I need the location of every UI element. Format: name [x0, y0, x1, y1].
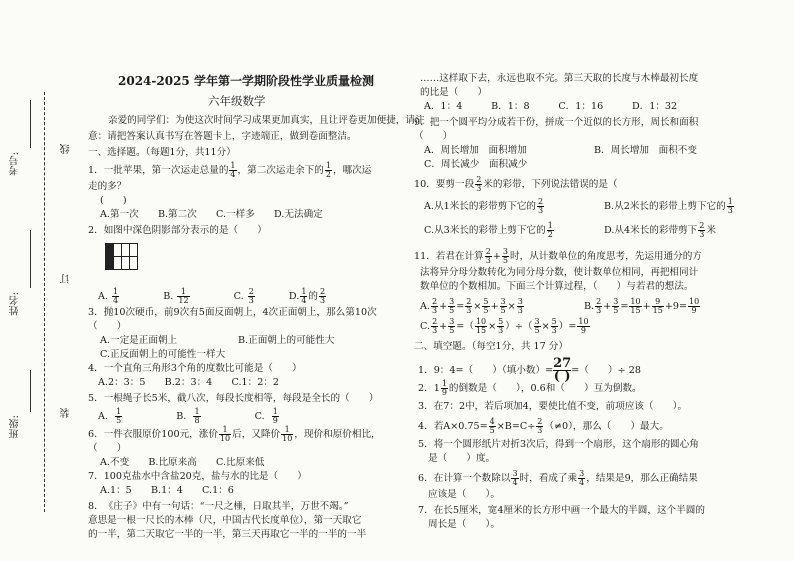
q9-text: 9．把一个圆平均分成若干份，拼成一个近似的长方形，周长和面积 — [414, 117, 699, 128]
q9-option-b: B．周长增加 面积不变 — [594, 145, 697, 156]
q8-text-3: 的一半，第二天取它一半的一半，第三天再取它一半的一半的一半 — [88, 529, 367, 540]
mark-xian: 线 — [61, 144, 72, 154]
q8-text-1: 8． 《庄子》中有一句话：“一尺之棰，日取其半，万世不竭。” — [88, 501, 349, 512]
q10-text: 10．要剪一段 $\frac{2}{3}$ 米的彩带，下列说法错误的是（ — [414, 175, 618, 193]
mark-ding: 订 — [61, 274, 72, 284]
q10-option-d: D.从4米长的彩带剪下 $\frac{2}{3}$ 米 — [604, 221, 716, 239]
q11-option-c: C. $\frac{2}{3}$ + $\frac{3}{5}$ =（ $\frac{10}{15}$ × $\frac{5}{3}$ ）÷（ $\frac{3}{5}$ × $\frac{5}{3}$ ）= $\frac{10}{9}$ — [420, 317, 589, 335]
fraction: $\frac{2}{3}$ — [476, 175, 482, 193]
q3-option-b: B.正面朝上的可能性大 — [238, 335, 335, 346]
q10-option-a: A.从1米长的彩带剪下它的 $\frac{2}{3}$ — [424, 197, 544, 215]
q9-blank: （ ） — [414, 131, 453, 142]
fraction: $\frac{1}{9}$ — [441, 379, 447, 397]
fraction: $\frac{10}{9}$ — [578, 317, 589, 335]
fraction: $\frac{3}{5}$ — [449, 317, 455, 335]
q4-options: A.2：3：5 B.2：3：4 C.1：2：2 — [98, 377, 279, 388]
label-kaohao: 考号: — [10, 152, 21, 176]
fraction: $\frac{10}{15}$ — [475, 317, 487, 335]
fraction: $\frac{3}{5}$ — [613, 297, 619, 315]
fraction: $\frac{2}{3}$ — [320, 287, 326, 305]
q8-text-2: 意思是一根一尺长的木棒（尺，中国古代长度单位），第一天取它 — [88, 515, 362, 526]
f6-text-2: 应该是（ ）。 — [428, 489, 500, 500]
q1-answer-blank: ( ) — [100, 195, 127, 206]
q6-blank: （ ） — [88, 443, 127, 454]
fraction: $\frac{2}{3}$ — [699, 221, 705, 239]
binding-margin — [0, 0, 78, 561]
fraction: $\frac{3}{5}$ — [449, 297, 455, 315]
q11-option-a: A. $\frac{2}{3}$ + $\frac{3}{5}$ = $\frac{2}{3}$ × $\frac{5}{5}$ + $\frac{3}{5}$ × $\frac{3}{3}$ — [420, 297, 523, 315]
q8-options: A．1：4 B．1：8 C．1：16 D．1：32 — [424, 101, 678, 112]
intro-line1: 亲爱的同学们：为使这次时间学习成果更加真实，且让评卷更加便捷，请注 — [108, 115, 425, 126]
q9-option-a: A．周长增加 面积增加 — [424, 145, 527, 156]
q2-shaded-grid-figure — [105, 243, 145, 273]
fraction: $\frac{1}{9}$ — [272, 407, 278, 425]
fraction: $\frac{1}{4}$ — [301, 287, 307, 305]
label-banji: 班级: — [10, 415, 21, 439]
q1-text-2: 走的多？ — [88, 181, 127, 192]
blank-kaohao — [30, 100, 32, 148]
grid-cell — [129, 243, 138, 257]
fraction: $\frac{2}{3}$ — [596, 297, 602, 315]
fraction: $\frac{1}{5}$ — [116, 407, 122, 425]
fraction: $\frac{4}{5}$ — [489, 417, 495, 435]
section-1-title: 一、选择题。（每题1分，共11分） — [88, 147, 236, 158]
q7-options: A.1：5 B.1：4 C.1：6 — [100, 485, 234, 496]
fraction: $\frac{1}{12}$ — [178, 287, 189, 305]
q8-cont-1: ……这样取下去，永远也取不完。第三天取的长度与木棒最初长度 — [420, 73, 699, 84]
fraction: $\frac{3}{4}$ — [579, 469, 585, 487]
q8-cont-2: 的比是（ ） — [420, 87, 488, 98]
fraction: $\frac{2}{3}$ — [431, 297, 438, 315]
fraction: $\frac{3}{5}$ — [500, 297, 506, 315]
f7-text-2: 周长是（ ）。 — [428, 519, 500, 530]
fraction: $\frac{1}{10}$ — [282, 425, 293, 443]
q2-options: A. $\frac{1}{4}$ B. $\frac{1}{12}$ C. $\frac{2}{3}$ D. $\frac{1}{4}$ 的 $\frac{2}{3}$ — [98, 287, 326, 305]
fraction: $\frac{1}{2}$ — [325, 161, 331, 179]
f6-text-1: 6．在计算一个数除以 $\frac{3}{4}$ 时，看成了乘 $\frac{3}{4}$ ，结果是9，那么正确结果 — [418, 469, 698, 487]
blank-banji — [30, 370, 32, 412]
label-xingming: 姓名: — [10, 292, 21, 316]
f1-text: 1．9：4=（ ）（填小数）= 27 ( )=（ ）÷ 28 — [418, 356, 641, 384]
fraction: $\frac{3}{4}$ — [512, 469, 518, 487]
q1-text: 1．一批苹果，第一次运走总量的 $\frac{1}{4}$ ，第二次运走余下的 $\frac{1}{2}$ ，哪次运 — [88, 161, 372, 179]
mark-zhuang: 装 — [61, 408, 72, 418]
fraction: $\frac{2}{3}$ — [432, 317, 438, 335]
fraction: $\frac{3}{5}$ — [502, 247, 509, 265]
q3-option-a: A.一定是正面朝上 — [100, 335, 178, 346]
blank-xingming — [30, 230, 32, 288]
q11-option-b: B. $\frac{2}{3}$ + $\frac{3}{5}$ = $\frac{10}{15}$ + $\frac{9}{15}$ +9= $\frac{10}{9}$ — [584, 297, 700, 315]
fraction: $\frac{1}{8}$ — [194, 407, 200, 425]
fraction: $\frac{1}{10}$ — [219, 425, 231, 443]
exam-title: 2024-2025 学年第一学期阶段性学业质量检测 — [118, 74, 374, 88]
q7-text: 7．100克盐水中含盐20克，盐与水的比是（ ） — [88, 471, 307, 482]
fraction: $\frac{10}{9}$ — [689, 297, 700, 315]
fraction: $\frac{5}{5}$ — [483, 297, 489, 315]
q6-text: 6．一件衣服原价100元，涨价 $\frac{1}{10}$ 后，又降价 $\frac{1}{10}$ ，现价和原价相比， — [88, 425, 381, 443]
q10-option-b: B.从2米长的彩带上剪下它的 $\frac{1}{3}$ — [604, 197, 733, 215]
fraction: $\frac{2}{3}$ — [248, 287, 254, 305]
grid-cell — [129, 256, 138, 270]
fraction: $\frac{10}{15}$ — [630, 297, 641, 315]
fraction: $\frac{2}{3}$ — [485, 247, 491, 265]
fraction: $\frac{5}{3}$ — [498, 317, 504, 335]
q6-options: A.不变 B.比原来高 C.比原来低 — [100, 457, 265, 468]
q11-text-2: 法将异分母分数转化为同分母分数，使计数单位相同，再把相同计 — [420, 267, 699, 278]
q3-blank: （ ） — [88, 321, 127, 332]
q2-text: 2．如图中深色阴影部分表示的是（ ） — [88, 225, 267, 236]
q10-option-c: C.从3米长的彩带上剪下它的 $\frac{1}{2}$ — [424, 221, 553, 239]
fraction: $\frac{2}{3}$ — [466, 297, 472, 315]
section-2-title: 二、填空题。（每空1分，共 17 分） — [414, 341, 568, 352]
f2-text: 2．1 $\frac{1}{9}$ 的倒数是（ ），0.6和（ ）互为倒数。 — [418, 379, 642, 397]
exam-subtitle: 六年级数学 — [208, 94, 266, 108]
q4-text: 4．一个直角三角形3个角的度数比可能是（ ） — [88, 363, 302, 374]
binding-dashed-line — [44, 92, 45, 512]
f7-text-1: 7．在长5厘米，宽4厘米的长方形中画一个最大的半圆，这个半圆的 — [418, 505, 705, 516]
fraction: $\frac{1}{4}$ — [113, 287, 119, 305]
fraction: $\frac{5}{3}$ — [551, 317, 557, 335]
q9-option-c: C．周长减少 面积减少 — [424, 159, 528, 170]
intro-line2: 意：请把答案认真书写在答题卡上，字迹端正，做到卷面整洁。 — [88, 131, 357, 142]
f3-text: 3．在7：2中，若后项加4，要使比值不变，前项应该（ ）。 — [418, 401, 688, 412]
fraction: $\frac{3}{3}$ — [517, 297, 523, 315]
fraction: $\frac{1}{2}$ — [547, 221, 553, 239]
f4-text: 4．若A×0.75= $\frac{4}{5}$ ×B=C÷ $\frac{2}{3}$ （≠0），那么（ ）最大。 — [418, 417, 669, 435]
fraction: $\frac{2}{3}$ — [538, 197, 544, 215]
q11-text-3: 数单位的个数相加。下面三个计算过程，（ ）与若君的想法。 — [420, 281, 694, 292]
q11-text-1: 11．若君在计算 $\frac{2}{3}$ + $\frac{3}{5}$ 时，从计数单位的角度思考，先运用通分的方 — [414, 247, 702, 265]
fraction: $\frac{1}{3}$ — [727, 197, 733, 215]
fraction: $\frac{2}{3}$ — [537, 417, 543, 435]
q5-options: A. $\frac{1}{5}$ B. $\frac{1}{8}$ C. $\frac{1}{9}$ — [98, 407, 278, 425]
fraction: $\frac{9}{15}$ — [652, 297, 663, 315]
q3-option-c: C.正反面朝上的可能性一样大 — [100, 349, 226, 360]
q1-options: A.第一次 B.第二次 C.一样多 D.无法确定 — [100, 209, 323, 220]
f5-text-1: 5．将一个圆形纸片对折3次后，得到一个扇形，这个扇形的圆心角 — [418, 439, 699, 450]
q3-text: 3．抛10次硬币，前9次有5面反面朝上，4次正面朝上，那么第10次 — [88, 307, 377, 318]
fraction: $\frac{1}{4}$ — [230, 161, 236, 179]
fraction: $\frac{3}{5}$ — [534, 317, 540, 335]
q5-text: 5．一根绳子长5米，截八次，每段长度相等，每段是全长的（ ） — [88, 393, 379, 404]
f5-text-2: 是（ ）度。 — [428, 453, 496, 464]
